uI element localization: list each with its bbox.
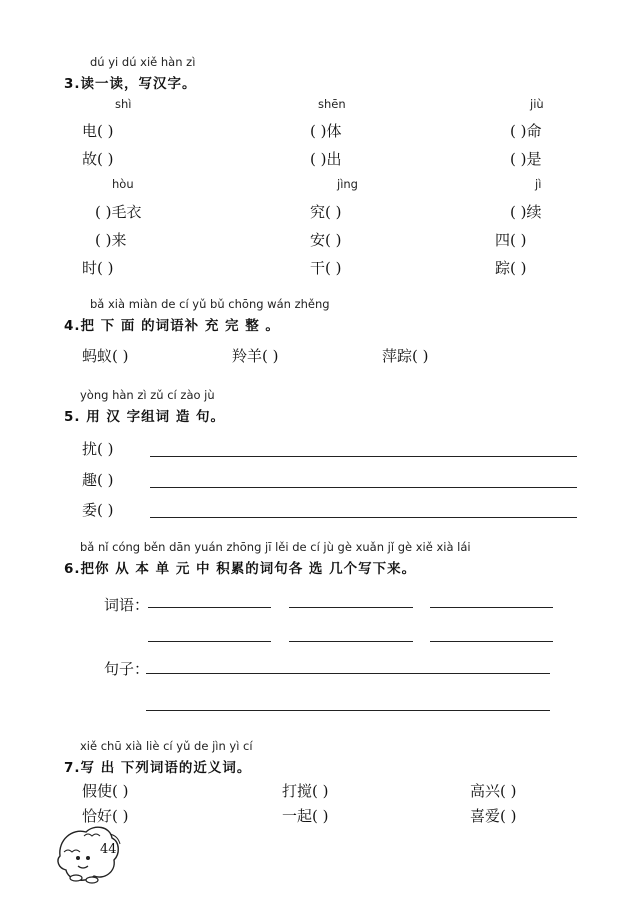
q3-g1-r2-c3: ( )是 <box>510 150 542 168</box>
q3-g1-r1-c3: ( )命 <box>510 122 542 140</box>
q7-r1-c3: 高兴( ) <box>470 782 517 800</box>
q5-answer-line-3[interactable] <box>150 517 577 518</box>
q5-pinyin: yòng hàn zì zǔ cí zào jù <box>80 388 215 402</box>
q7-r2-c1: 恰好( ) <box>82 807 129 825</box>
q3-group1-pinyin-1: shì <box>115 97 132 111</box>
page-number: 44 <box>100 842 117 857</box>
q6-ciyu-label: 词语： <box>104 596 150 614</box>
q5-answer-line-1[interactable] <box>150 456 577 457</box>
q7-r2-c2: 一起( ) <box>282 807 329 825</box>
q4-item-1: 蚂蚁( ) <box>82 347 129 365</box>
cartoon-mascot-icon <box>54 822 130 892</box>
q5-answer-line-2[interactable] <box>150 487 577 488</box>
q4-pinyin: bǎ xià miàn de cí yǔ bǔ chōng wán zhěng <box>90 297 330 311</box>
q7-r2-c3: 喜爱( ) <box>470 807 517 825</box>
q3-g2-r3-c2: 干( ) <box>310 259 342 277</box>
q3-g1-r1-c2: ( )体 <box>310 122 342 140</box>
q3-group2-pinyin-1: hòu <box>112 177 134 191</box>
q3-pinyin: dú yi dú xiě hàn zì <box>90 55 196 69</box>
q5-item-2: 趣( ) <box>82 471 114 489</box>
q6-juzi-label: 句子： <box>104 660 150 678</box>
q3-group2-pinyin-2: jìng <box>337 177 358 191</box>
q7-title: 7.写 出 下列词语的近义词。 <box>64 760 252 776</box>
q4-item-2: 羚羊( ) <box>232 347 279 365</box>
q6-juzi-line-1[interactable] <box>146 673 550 674</box>
q4-title: 4.把 下 面 的词语补 充 完 整 。 <box>64 318 280 334</box>
q3-title: 3.读一读，写汉字。 <box>64 76 197 92</box>
q3-g2-r1-c3: ( )续 <box>510 203 542 221</box>
q3-group1-pinyin-2: shēn <box>318 97 346 111</box>
q5-item-3: 委( ) <box>82 501 114 519</box>
q3-g2-r3-c1: 时( ) <box>82 259 114 277</box>
q3-g2-r1-c1: ( )毛衣 <box>95 203 142 221</box>
page-number-badge <box>54 822 130 892</box>
q3-group2-pinyin-3: jì <box>535 177 542 191</box>
q6-juzi-line-2[interactable] <box>146 710 550 711</box>
q6-pinyin: bǎ nǐ cóng běn dān yuán zhōng jī lěi de cí jù gè xuǎn jǐ gè xiě xià lái <box>80 540 471 554</box>
q3-g1-r2-c2: ( )出 <box>310 150 342 168</box>
q6-title: 6.把你 从 本 单 元 中 积累的词句各 选 几个写下来。 <box>64 561 417 577</box>
q6-ciyu-line-4[interactable] <box>148 641 271 642</box>
q6-ciyu-line-6[interactable] <box>430 641 553 642</box>
q4-item-3: 萍踪( ) <box>382 347 429 365</box>
q3-g2-r3-c3: 踪( ) <box>495 259 527 277</box>
q3-g2-r2-c3: 四( ) <box>495 231 527 249</box>
q6-ciyu-line-3[interactable] <box>430 607 553 608</box>
q6-ciyu-line-1[interactable] <box>148 607 271 608</box>
q3-group1-pinyin-3: jiù <box>530 97 544 111</box>
q5-title: 5. 用 汉 字组词 造 句。 <box>64 409 226 425</box>
q3-g2-r1-c2: 究( ) <box>310 203 342 221</box>
q7-r1-c1: 假使( ) <box>82 782 129 800</box>
q3-g2-r2-c1: ( )来 <box>95 231 127 249</box>
q7-pinyin: xiě chū xià liè cí yǔ de jìn yì cí <box>80 739 253 753</box>
q3-g1-r2-c1: 故( ) <box>82 150 114 168</box>
q3-g1-r1-c1: 电( ) <box>82 122 114 140</box>
q7-r1-c2: 打搅( ) <box>282 782 329 800</box>
q6-ciyu-line-5[interactable] <box>289 641 413 642</box>
q5-item-1: 扰( ) <box>82 440 114 458</box>
q6-ciyu-line-2[interactable] <box>289 607 413 608</box>
q3-g2-r2-c2: 安( ) <box>310 231 342 249</box>
